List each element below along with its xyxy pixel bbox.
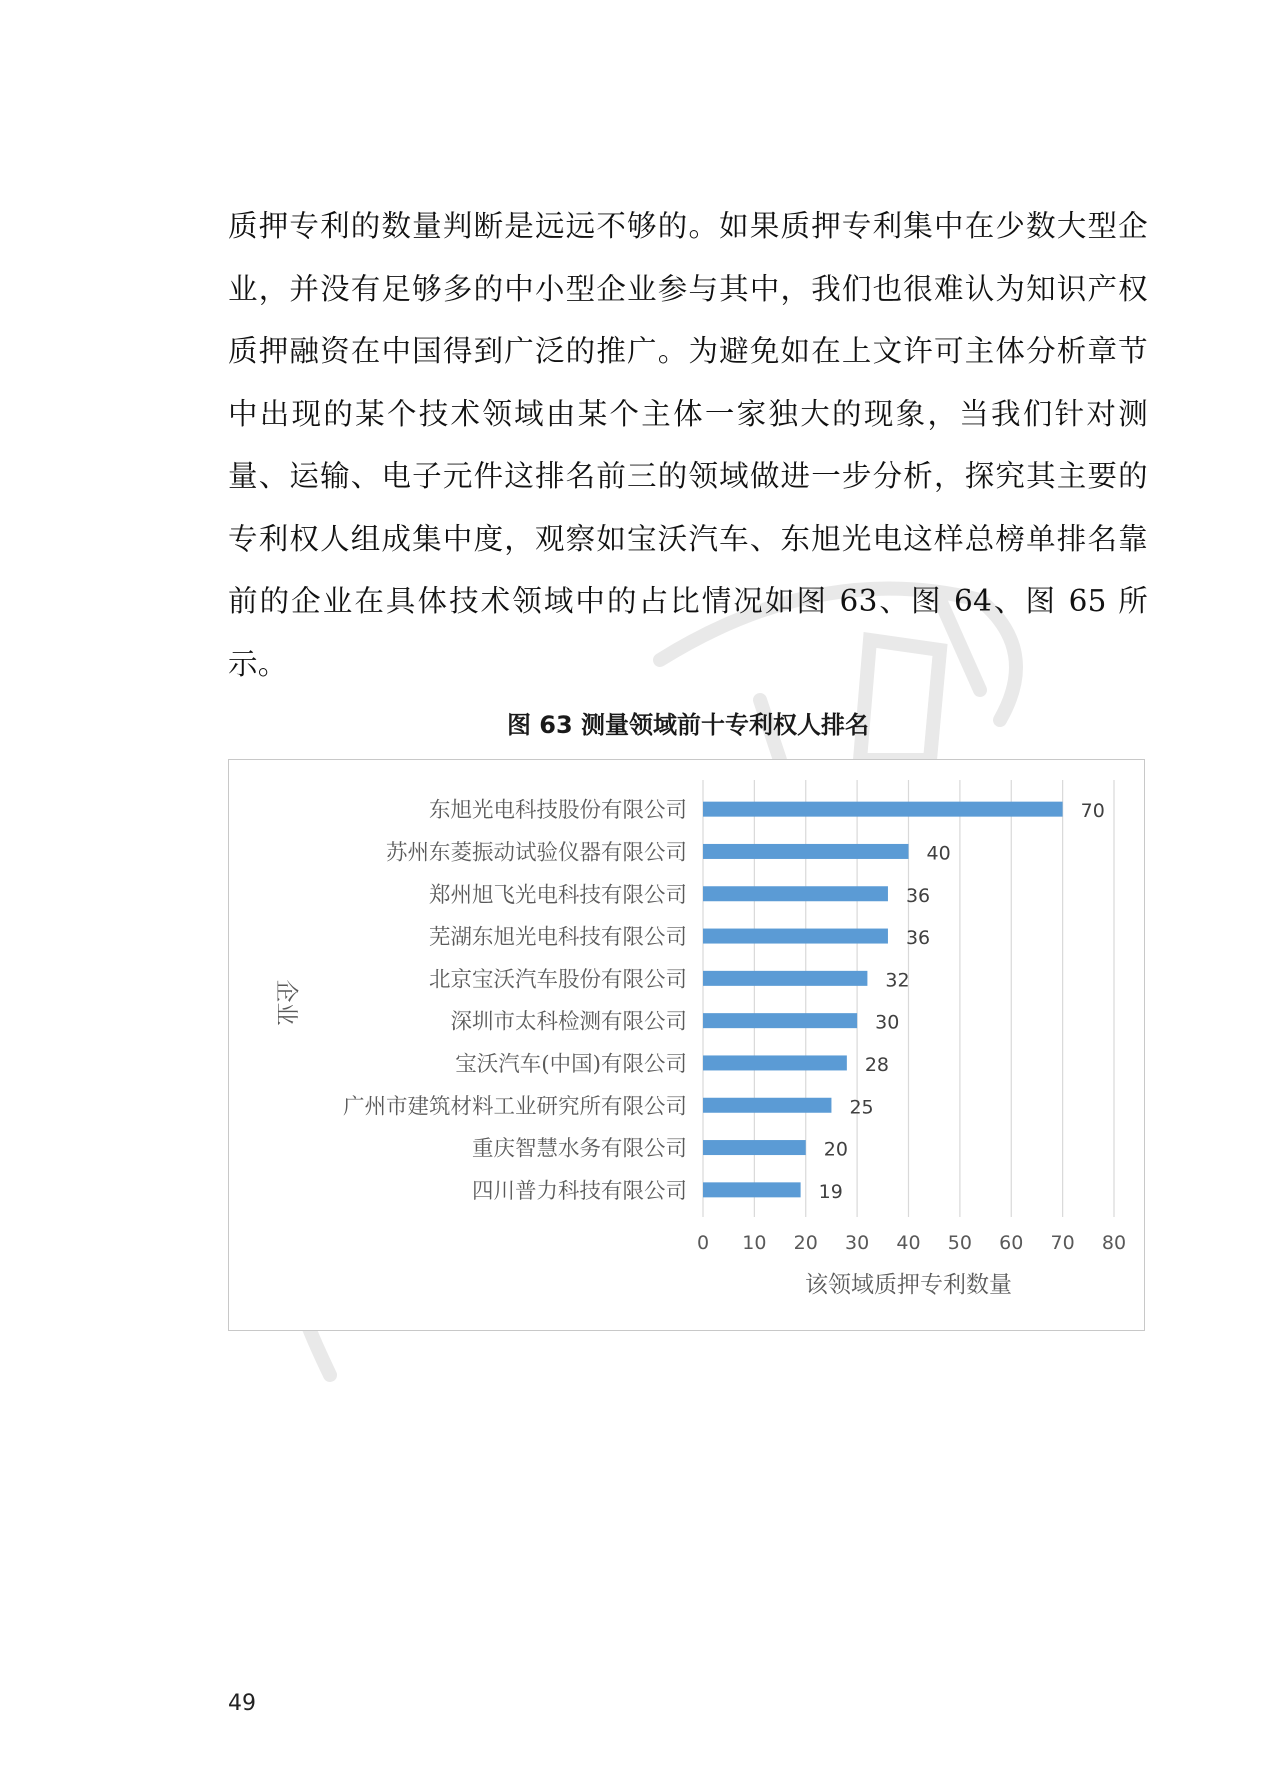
x-tick-label: 60 (999, 1232, 1024, 1254)
category-label: 深圳市太科检测有限公司 (450, 1009, 687, 1035)
data-label: 36 (905, 927, 931, 950)
bar-chart (228, 759, 1145, 1331)
category-label: 广州市建筑材料工业研究所有限公司 (342, 1094, 687, 1120)
data-label: 28 (864, 1053, 890, 1076)
bar (703, 802, 1063, 817)
category-label: 芜湖东旭光电科技有限公司 (428, 925, 687, 951)
x-tick-label: 10 (742, 1232, 767, 1254)
data-label: 36 (905, 884, 931, 907)
x-tick-label: 0 (696, 1232, 710, 1254)
chart-canvas (229, 760, 1144, 1330)
body-paragraph: 质押专利的数量判断是远远不够的。如果质押专利集中在少数大型企业，并没有足够多的中小型企业参与其中，我们也很难认为知识产权质押融资在中国得到广泛的推广。为避免如在上文许可主体分析章节中出现的某个技术领域由某个主体一家独大的现象，当我们针对测量、运输、电子元件这排名前三的领域做进一步分析，探究其主要的专利权人组成集中度，观察如宝沃汽车、东旭光电这样总榜单排名靠前的企业在具体技术领域中的占比情况如图 63、图 64、图 65 所示。 (228, 209, 1148, 681)
bar (703, 929, 888, 944)
data-label: 19 (818, 1180, 843, 1203)
x-tick-label: 40 (896, 1232, 921, 1254)
data-label: 40 (926, 842, 951, 865)
data-label: 20 (823, 1138, 848, 1161)
y-axis-title: 企业 (273, 979, 299, 1026)
data-label: 70 (1080, 800, 1105, 823)
data-label: 32 (885, 969, 910, 992)
bar (703, 1055, 847, 1070)
category-label: 宝沃汽车(中国)有限公司 (455, 1051, 687, 1077)
x-tick-label: 30 (845, 1232, 870, 1254)
category-label: 苏州东菱振动试验仪器有限公司 (385, 840, 687, 866)
x-tick-label: 20 (793, 1232, 818, 1254)
bar (703, 886, 888, 901)
bar (703, 1182, 801, 1197)
x-axis-title: 该领域质押专利数量 (805, 1272, 1012, 1298)
x-tick-label: 70 (1050, 1232, 1075, 1254)
category-label: 四川普力科技有限公司 (471, 1178, 687, 1204)
bar (703, 1013, 857, 1028)
category-label: 北京宝沃汽车股份有限公司 (428, 967, 687, 993)
x-tick-label: 80 (1101, 1232, 1127, 1254)
page-number: 49 (228, 1691, 256, 1716)
x-tick-label: 50 (947, 1232, 972, 1254)
bar (703, 844, 909, 859)
data-label: 30 (875, 1011, 900, 1034)
bar (703, 971, 867, 986)
data-label: 25 (849, 1096, 874, 1119)
category-label: 重庆智慧水务有限公司 (471, 1136, 687, 1162)
category-label: 东旭光电科技股份有限公司 (428, 798, 687, 824)
bar (703, 1140, 806, 1155)
bar (703, 1098, 831, 1113)
category-label: 郑州旭飞光电科技有限公司 (428, 882, 687, 908)
figure-caption: 图 63 测量领域前十专利权人排名 (506, 711, 870, 739)
